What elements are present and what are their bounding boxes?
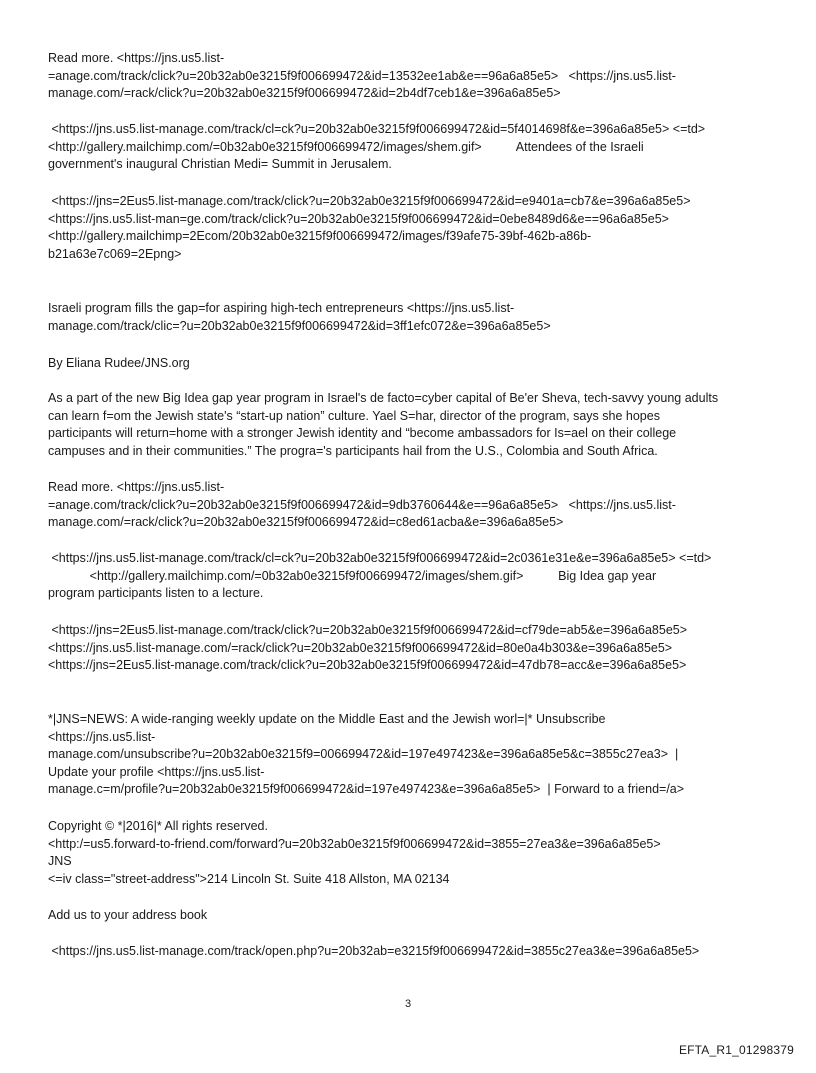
text-line: <https://jns.us5.list-manage.com/track/open.php?u=20b32ab=e3215f9f006699472&id=3855c27ea3&e=396a6a85e5>	[48, 944, 700, 958]
text-line: *|JNS=NEWS: A wide-ranging weekly update on the Middle East and the Jewish worl=|* Unsubscribe	[48, 712, 606, 726]
page-number: 3	[404, 998, 412, 1010]
text-line: <https://jns.us5.list-manage.com/track/cl=ck?u=20b32ab0e3215f9f006699472&id=2c0361e31e&e=396a6a85e5> <=td>	[48, 551, 712, 565]
text-line: manage.com/unsubscribe?u=20b32ab0e3215f9=006699472&id=197e497423&e=396a6a85e5&c=3855c27ea3> |	[48, 747, 679, 761]
text-line: manage.com/=rack/click?u=20b32ab0e3215f9f006699472&id=c8ed61acba&e=396a6a85e5>	[48, 515, 564, 529]
text-line: <https://jns.us5.list-manage.com/=rack/click?u=20b32ab0e3215f9f006699472&id=80e0a4b303&e=396a6a85e5>	[48, 641, 673, 655]
text-line: JNS	[48, 854, 72, 868]
text-line: As a part of the new Big Idea gap year program in Israel's de facto=cyber capital of Be'er Sheva, tech-savvy young adults	[48, 391, 719, 405]
text-line: participants will return=home with a stronger Jewish identity and “become ambassadors for Is=ael on their college	[48, 426, 677, 440]
text-line: <https://jns.us5.list-man=ge.com/track/click?u=20b32ab0e3215f9f006699472&id=0ebe8489d6&e==96a6a85e5>	[48, 212, 669, 226]
text-line: <http://gallery.mailchimp.com/=0b32ab0e3215f9f006699472/images/shem.gif> Attendees of the Israeli	[48, 140, 644, 154]
text-line: Update your profile <https://jns.us5.list-	[48, 765, 265, 779]
text-line: <https://jns=2Eus5.list-manage.com/track/click?u=20b32ab0e3215f9f006699472&id=cf79de=ab5&e=396a6a85e5>	[48, 623, 688, 637]
text-line: <http:/=us5.forward-to-friend.com/forward?u=20b32ab0e3215f9f006699472&id=3855=27ea3&e=396a6a85e5>	[48, 837, 661, 851]
copyright-line: Copyright © *|2016|* All rights reserved.	[48, 819, 268, 833]
text-line: Read more. <https://jns.us5.list-	[48, 51, 225, 65]
text-line: =anage.com/track/click?u=20b32ab0e3215f9f006699472&id=9db3760644&e==96a6a85e5> <https://jns.us5.list-	[48, 498, 676, 512]
text-line: can learn f=om the Jewish state's “start-up nation” culture. Yael S=har, director of the program, says she hopes	[48, 409, 660, 423]
text-line: manage.com/track/clic=?u=20b32ab0e3215f9f006699472&id=3ff1efc072&e=396a6a85e5>	[48, 319, 551, 333]
text-line: campuses and in their communities.” The progra='s participants hail from the U.S., Colombia and South Africa.	[48, 444, 658, 458]
text-line: government's inaugural Christian Medi= Summit in Jerusalem.	[48, 157, 392, 171]
text-line: =anage.com/track/click?u=20b32ab0e3215f9f006699472&id=13532ee1ab&e==96a6a85e5> <https://jns.us5.list-	[48, 69, 676, 83]
text-line: manage.com/=rack/click?u=20b32ab0e3215f9f006699472&id=2b4df7ceb1&e=396a6a85e5>	[48, 86, 561, 100]
text-line: Read more. <https://jns.us5.list-	[48, 480, 225, 494]
text-line: Israeli program fills the gap=for aspiring high-tech entrepreneurs <https://jns.us5.list-	[48, 301, 515, 315]
text-line: Add us to your address book	[48, 908, 208, 922]
bates-number: EFTA_R1_01298379	[678, 1043, 794, 1057]
text-line: <http://gallery.mailchimp.com/=0b32ab0e3215f9f006699472/images/shem.gif> Big Idea gap year	[48, 569, 657, 583]
text-line: <https://jns.us5.list-manage.com/track/cl=ck?u=20b32ab0e3215f9f006699472&id=5f4014698f&e=396a6a85e5> <=td>	[48, 122, 706, 136]
byline: By Eliana Rudee/JNS.org	[48, 356, 190, 370]
text-line: manage.c=m/profile?u=20b32ab0e3215f9f006699472&id=197e497423&e=396a6a85e5> | Forward to a friend=/a>	[48, 782, 685, 796]
text-line: <https://jns=2Eus5.list-manage.com/track/click?u=20b32ab0e3215f9f006699472&id=47db78=acc&e=396a6a85e5>	[48, 658, 687, 672]
text-line: <https://jns=2Eus5.list-manage.com/track/click?u=20b32ab0e3215f9f006699472&id=e9401a=cb7&e=396a6a85e5>	[48, 194, 691, 208]
address-line: <=iv class="street-address">214 Lincoln St. Suite 418 Allston, MA 02134	[48, 872, 450, 886]
text-line: b21a63e7c069=2Epng>	[48, 247, 182, 261]
text-line: program participants listen to a lecture.	[48, 586, 264, 600]
text-line: <https://jns.us5.list-	[48, 730, 156, 744]
text-line: <http://gallery.mailchimp=2Ecom/20b32ab0e3215f9f006699472/images/f39afe75-39bf-462b-a86b-	[48, 229, 592, 243]
